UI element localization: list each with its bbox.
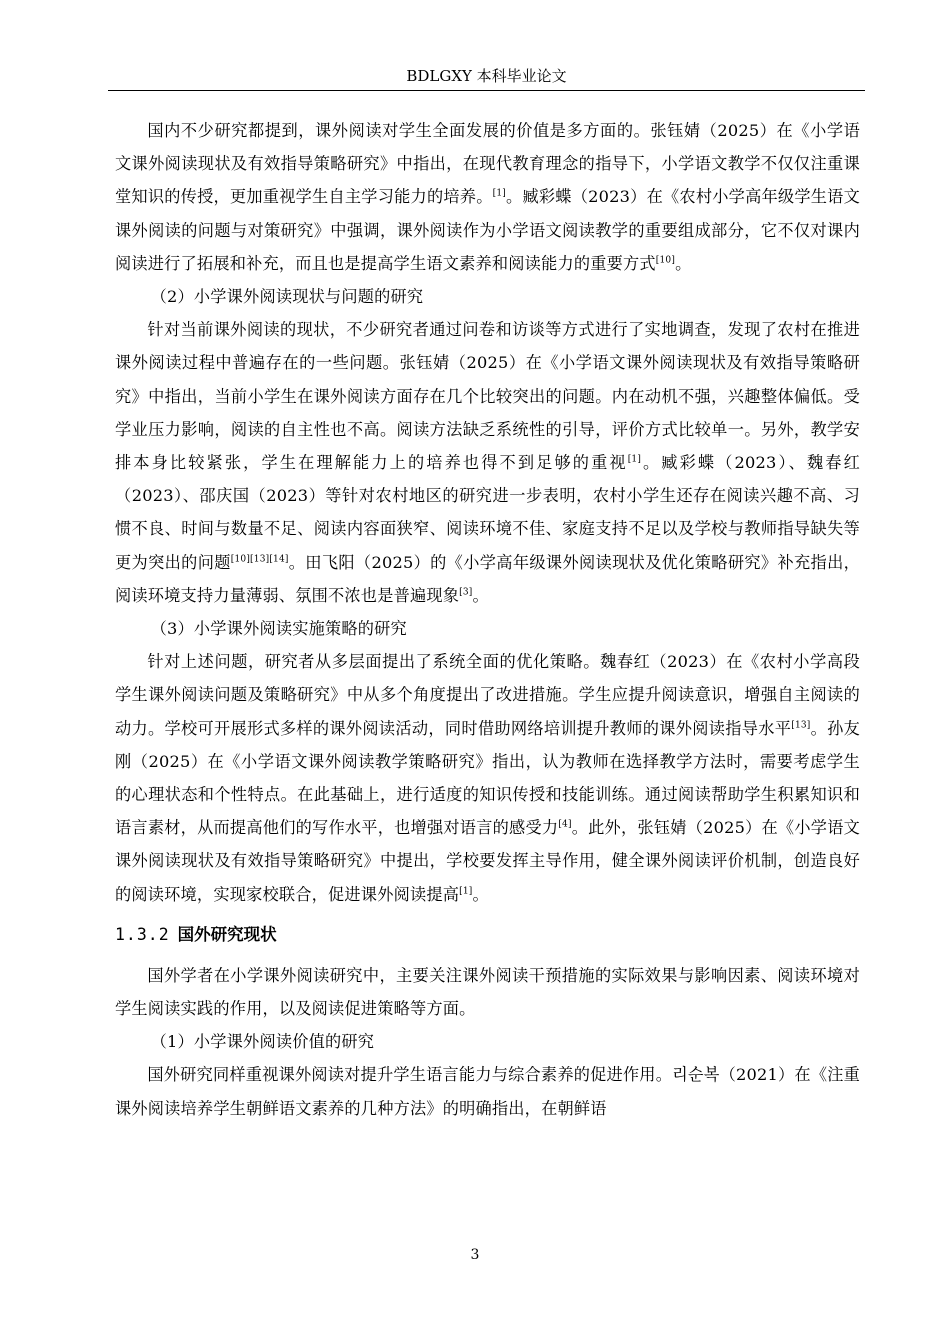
page-header: BDLGXY 本科毕业论文 [108, 66, 865, 91]
paragraph-foreign-overview: 国外学者在小学课外阅读研究中，主要关注课外阅读干预措施的实际效果与影响因素、阅读环境对学生阅读实践的作用，以及阅读促进策略等方面。 [115, 965, 860, 1019]
subheading-status-and-problems: （2）小学课外阅读现状与问题的研究 [150, 287, 424, 307]
citation: [3] [459, 587, 473, 598]
citation: [1] [627, 454, 642, 465]
subheading-strategies: （3）小学课外阅读实施策略的研究 [150, 619, 407, 639]
section-heading [115, 917, 860, 953]
document-body [115, 114, 860, 1125]
citation: [10][13][14] [230, 554, 289, 565]
page-number: 3 [470, 1247, 480, 1263]
paragraph-value-of-reading: 国内不少研究都提到，课外阅读对学生全面发展的价值是多方面的。张钰婧（2025）在《小学语文课外阅读现状及有效指导策略研究》中指出，在现代教育理念的指导下，小学语文教学不仅仅注重课堂知识的传授，更加重视学生自主学习能力的培养。[1]。臧彩蝶（2023）在《农村小学高年级学生语文课外阅读的问题与对策研究》中强调，课外阅读作为小学语文阅读教学的重要组成部分，它不仅对课内阅读进行了拓展和补充，而且也是提高学生语文素养和阅读能力的重要方式[10]。 [115, 121, 860, 273]
citation: [10] [655, 255, 676, 266]
citation: [13] [791, 720, 811, 731]
paragraph-strategies: 针对上述问题，研究者从多层面提出了系统全面的优化策略。魏春红（2023）在《农村小学高段学生课外阅读问题及策略研究》中从多个角度提出了改进措施。学生应提升阅读意识，增强自主阅读的动力。学校可开展形式多样的课外阅读活动，同时借助网络培训提升教师的课外阅读指导水平[13]。孙友刚（2025）在《小学语文课外阅读教学策略研究》指出，认为教师在选择教学方法时，需要考虑学生的心理状态和个性特点。在此基础上，进行适度的知识传授和技能训练。通过阅读帮助学生积累知识和语言素材，从而提高他们的写作水平，也增强对语言的感受力[4]。此外，张钰婧（2025）在《小学语文课外阅读现状及有效指导策略研究》中提出，学校要发挥主导作用，健全课外阅读评价机制，创造良好的阅读环境，实现家校联合，促进课外阅读提高[1]。 [115, 652, 861, 904]
citation: [1] [459, 886, 473, 897]
subheading-foreign-value: （1）小学课外阅读价值的研究 [150, 1032, 375, 1052]
paragraph-foreign-value: 国外研究同样重视课外阅读对提升学生语言能力与综合素养的促进作用。리순복（2021）在《注重课外阅读培养学生朝鲜语文素养的几种方法》的明确指出，在朝鲜语 [115, 1065, 860, 1118]
section-title: 国外研究现状 [177, 924, 277, 944]
citation: [4] [558, 819, 572, 830]
citation: [1] [492, 189, 506, 200]
section-number: 1.3.2 [115, 924, 170, 944]
paragraph-status-and-problems: 针对当前课外阅读的现状，不少研究者通过问卷和访谈等方式进行了实地调查，发现了农村在推进课外阅读过程中普遍存在的一些问题。张钰婧（2025）在《小学语文课外阅读现状及有效指导策略研究》中指出，当前小学生在课外阅读方面存在几个比较突出的问题。内在动机不强，兴趣整体偏低。受学业压力影响，阅读的自主性也不高。阅读方法缺乏系统性的引导，评价方式比较单一。另外，教学安排本身比较紧张，学生在理解能力上的培养也得不到足够的重视[1]。臧彩蝶（2023）、魏春红（2023）、邵庆国（2023）等针对农村地区的研究进一步表明，农村小学生还存在阅读兴趣不高、习惯不良、时间与数量不足、阅读内容面狭窄、阅读环境不佳、家庭支持不足以及学校与教师指导缺失等更为突出的问题[10][13][14]。田飞阳（2025）的《小学高年级课外阅读现状及优化策略研究》补充指出，阅读环境支持力量薄弱、氛围不浓也是普遍现象[3]。 [115, 320, 860, 605]
